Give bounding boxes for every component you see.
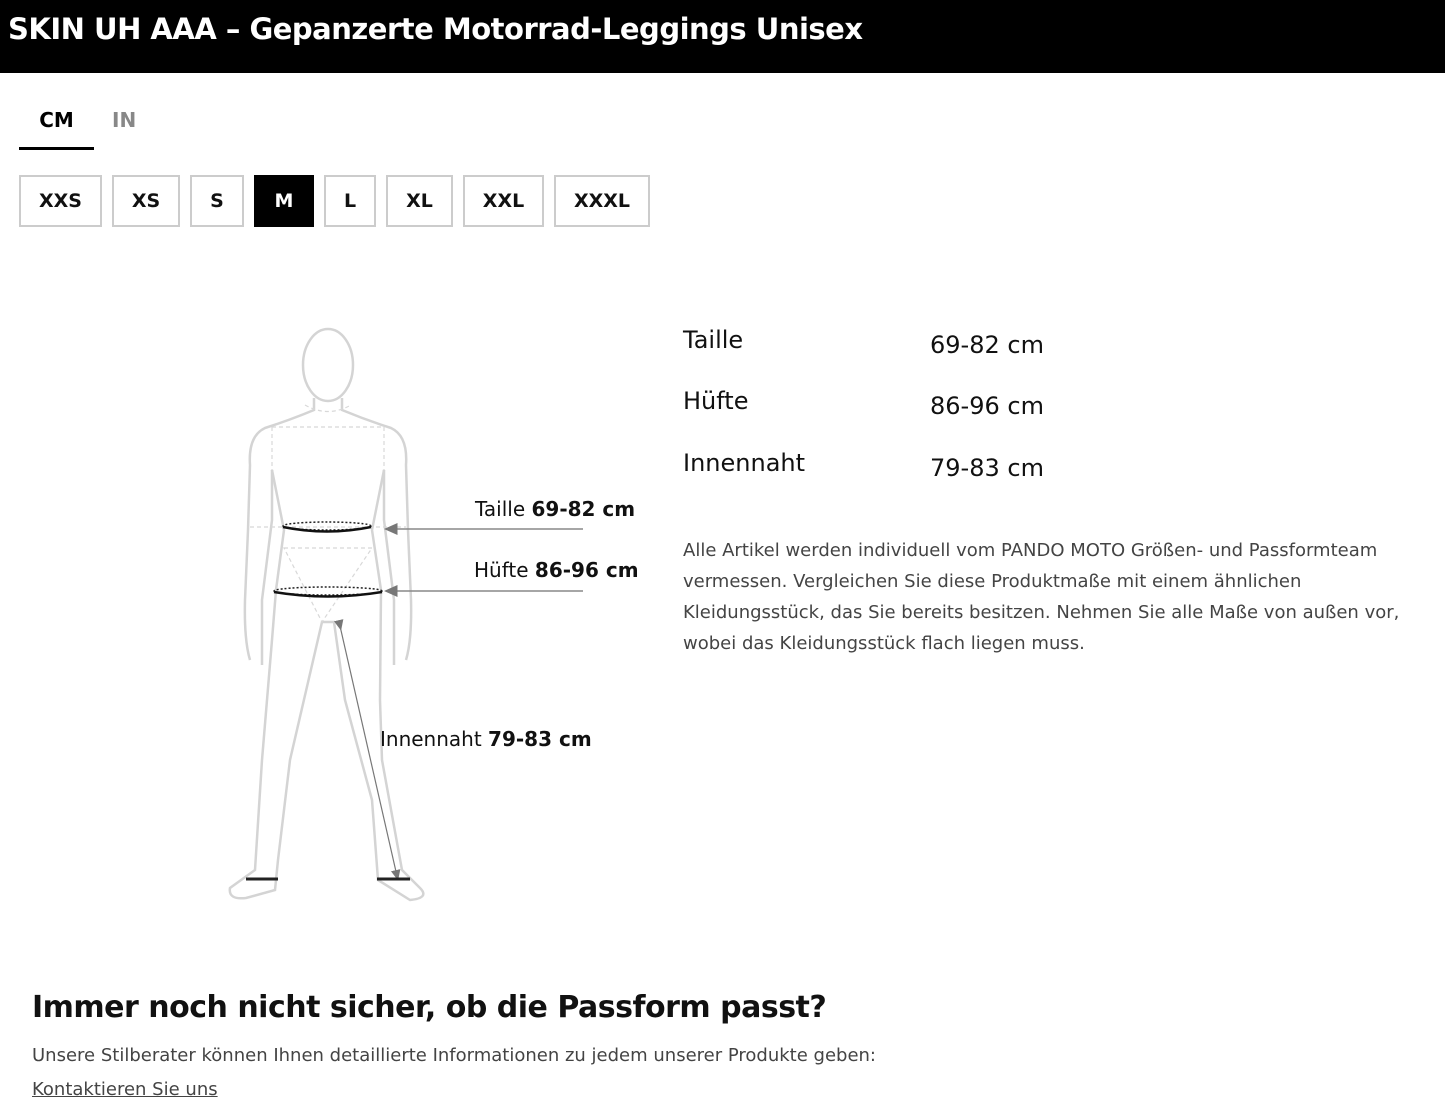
page-title: SKIN UH AAA – Gepanzerte Motorrad-Leggings Unisex xyxy=(8,12,863,46)
tab-in[interactable]: IN xyxy=(112,108,137,132)
diagram-inseam-label: Innennaht 79-83 cm xyxy=(380,727,592,751)
size-s-button[interactable]: S xyxy=(190,175,244,227)
diagram-hip-label: Hüfte 86-96 cm xyxy=(474,558,639,582)
measurement-row-inseam: Innennaht 79-83 cm xyxy=(683,449,1044,482)
body-measurement-diagram xyxy=(0,0,700,920)
measurement-row-hip: Hüfte 86-96 cm xyxy=(683,387,1044,420)
diagram-waist-label: Taille 69-82 cm xyxy=(475,497,636,521)
help-title: Immer noch nicht sicher, ob die Passform passt? xyxy=(32,990,827,1025)
hip-measure-line xyxy=(274,587,382,597)
tab-cm[interactable]: CM xyxy=(19,108,94,150)
measurement-description: Alle Artikel werden individuell vom PANDO MOTO Größen- und Passformteam vermessen. Vergleichen Sie diese Produktmaße mit einem ähnlichen Kleidungsstück, das Sie bereits besitzen. Nehmen Sie alle Maße von außen vor, wobei das Kleidungsstück flach liegen muss. xyxy=(683,540,1400,654)
size-xxs-button[interactable]: XXS xyxy=(19,175,102,227)
size-xxl-button[interactable]: XXL xyxy=(463,175,544,227)
contact-link[interactable]: Kontaktieren Sie uns xyxy=(32,1079,218,1100)
size-xs-button[interactable]: XS xyxy=(112,175,180,227)
size-l-button[interactable]: L xyxy=(324,175,376,227)
size-m-button[interactable]: M xyxy=(254,175,314,227)
measurement-row-waist: Taille 69-82 cm xyxy=(683,326,1044,359)
help-text: Unsere Stilberater können Ihnen detaillierte Informationen zu jedem unserer Produkte geben: xyxy=(32,1045,876,1066)
inseam-arrow xyxy=(340,626,397,876)
size-xxxl-button[interactable]: XXXL xyxy=(554,175,650,227)
size-xl-button[interactable]: XL xyxy=(386,175,453,227)
